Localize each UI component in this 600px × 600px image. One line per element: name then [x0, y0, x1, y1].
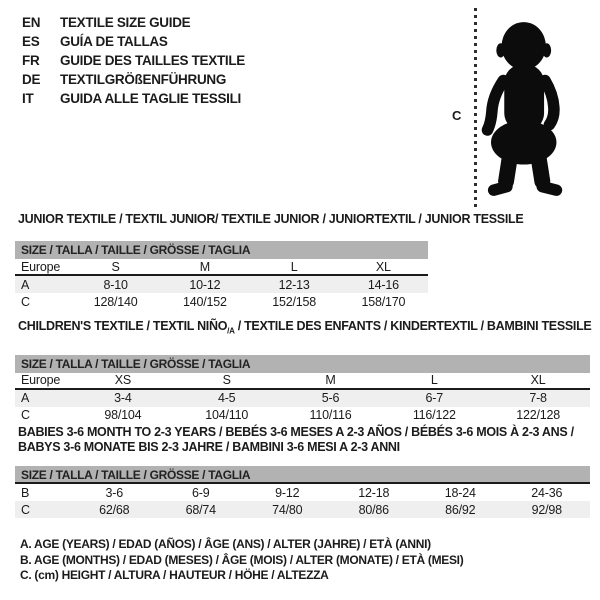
- size-value-cell: 86/92: [445, 502, 476, 517]
- language-row-fr: [22, 51, 245, 70]
- size-value-cell: 62/68: [99, 502, 130, 517]
- size-value-cell: 110/116: [309, 408, 352, 422]
- babies-textile-table: [15, 425, 590, 518]
- language-row-en: [22, 13, 245, 32]
- size-value-cell: 128/140: [93, 294, 138, 309]
- table-row: [15, 293, 428, 310]
- table-row: [15, 407, 590, 424]
- language-code: FR: [22, 53, 40, 68]
- height-figure: [450, 5, 590, 210]
- language-row-es: [22, 32, 245, 51]
- size-value-cell: 68/74: [185, 502, 216, 517]
- language-label: GUIDA ALLE TAGLIE TESSILI: [60, 91, 241, 106]
- size-value-cell: 3-6: [105, 485, 123, 500]
- legend: [20, 537, 463, 584]
- table-rows: [15, 259, 428, 310]
- size-header-bar: SIZE / TALLA / TAILLE / GRÖSSE / TAGLIA: [15, 241, 428, 259]
- size-value-cell: 10-12: [189, 277, 221, 292]
- size-value-cell: 80/86: [358, 502, 389, 517]
- language-label: TEXTILE SIZE GUIDE: [60, 15, 191, 30]
- table-title-text: CHILDREN'S TEXTILE / TEXTIL NIÑO: [18, 319, 228, 333]
- language-label: TEXTILGRÖßENFÜHRUNG: [60, 72, 227, 87]
- row-label: A: [21, 391, 30, 405]
- legend-line-c: C. (cm) HEIGHT / ALTURA / HAUTEUR / HÖHE / ALTEZZA: [20, 568, 329, 582]
- legend-line-a: A. AGE (YEARS) / EDAD (AÑOS) / ÂGE (ANS) / ALTER (JAHRE) / ETÀ (ANNI): [20, 537, 431, 551]
- size-value-cell: L: [290, 259, 298, 274]
- size-value-cell: 6-7: [425, 391, 444, 405]
- size-value-cell: 7-8: [529, 391, 547, 405]
- table-title-text: / TEXTILE DES ENFANTS / KINDERTEXTIL / BAMBINI TESSILE: [234, 319, 592, 333]
- language-row-de: [22, 70, 245, 89]
- size-header-bar: SIZE / TALLA / TAILLE / GRÖSSE / TAGLIA: [15, 466, 590, 484]
- row-label: C: [21, 502, 30, 517]
- table-row: [15, 259, 428, 276]
- junior-textile-table: [15, 212, 524, 310]
- size-value-cell: 14-16: [367, 277, 399, 292]
- size-value-cell: 152/158: [272, 294, 317, 309]
- size-value-cell: 5-6: [321, 391, 340, 405]
- size-value-cell: 24-36: [531, 485, 563, 500]
- size-value-cell: 122/128: [516, 408, 560, 422]
- size-value-cell: 104/110: [205, 408, 249, 422]
- size-value-cell: S: [222, 373, 231, 387]
- table-row: [15, 373, 590, 390]
- language-label: GUIDE DES TAILLES TEXTILE: [60, 53, 246, 68]
- table-row: [15, 501, 590, 518]
- language-code: ES: [22, 34, 40, 49]
- language-label: GUÍA DE TALLAS: [60, 34, 168, 49]
- language-list: [22, 13, 245, 108]
- language-code: DE: [22, 72, 41, 87]
- height-marker-label: C: [452, 108, 462, 123]
- table-row: [15, 484, 590, 501]
- table-title: [18, 319, 590, 339]
- table-title-subscript: /A: [227, 326, 235, 336]
- table-title-line-2: BABYS 3-6 MONATE BIS 2-3 JAHRE / BAMBINI 3-6 MESI A 2-3 ANNI: [18, 440, 400, 454]
- size-value-cell: L: [430, 373, 438, 387]
- size-header-bar: SIZE / TALLA / TAILLE / GRÖSSE / TAGLIA: [15, 355, 590, 373]
- table-rows: [15, 484, 590, 518]
- size-value-cell: 74/80: [272, 502, 303, 517]
- language-row-it: [22, 89, 245, 108]
- table-row: [15, 390, 590, 407]
- size-value-cell: 3-4: [114, 391, 132, 405]
- language-code: IT: [22, 91, 34, 106]
- size-value-cell: 4-5: [217, 391, 236, 405]
- size-value-cell: XL: [375, 259, 391, 274]
- language-code: EN: [22, 15, 41, 30]
- table-title-line-1: BABIES 3-6 MONTH TO 2-3 YEARS / BEBÉS 3-6 MESES A 2-3 AÑOS / BÉBÉS 3-6 MOIS À 2-3 ANS /: [18, 425, 574, 439]
- legend-line-b: B. AGE (MONTHS) / EDAD (MESES) / ÂGE (MOIS) / ALTER (MONATE) / ETÀ (MESI): [20, 552, 464, 567]
- size-value-cell: 98/104: [104, 408, 142, 422]
- table-rows: [15, 373, 590, 424]
- size-value-cell: M: [325, 373, 336, 387]
- children-textile-table: [15, 319, 590, 424]
- row-label: B: [21, 485, 30, 500]
- size-value-cell: 116/122: [412, 408, 456, 422]
- row-label: Europe: [21, 373, 61, 387]
- size-value-cell: 9-12: [275, 485, 300, 500]
- size-value-cell: 6-9: [192, 485, 210, 500]
- size-value-cell: 92/98: [531, 502, 562, 517]
- row-label: Europe: [21, 259, 61, 274]
- size-value-cell: 8-10: [103, 277, 128, 292]
- table-title: JUNIOR TEXTILE / TEXTIL JUNIOR/ TEXTILE JUNIOR / JUNIORTEXTIL / JUNIOR TESSILE: [18, 212, 524, 226]
- size-value-cell: XL: [530, 373, 546, 387]
- table-title: [18, 425, 590, 455]
- size-value-cell: S: [111, 259, 120, 274]
- size-value-cell: 158/170: [361, 294, 406, 309]
- row-label: C: [21, 294, 30, 309]
- row-label: C: [21, 408, 30, 422]
- size-value-cell: XS: [114, 373, 132, 387]
- table-row: [15, 276, 428, 293]
- toddler-silhouette-icon: [468, 7, 583, 207]
- row-label: A: [21, 277, 30, 292]
- size-value-cell: 140/152: [182, 294, 227, 309]
- size-value-cell: 18-24: [444, 485, 476, 500]
- size-value-cell: 12-18: [358, 485, 390, 500]
- size-value-cell: M: [199, 259, 210, 274]
- size-value-cell: 12-13: [278, 277, 310, 292]
